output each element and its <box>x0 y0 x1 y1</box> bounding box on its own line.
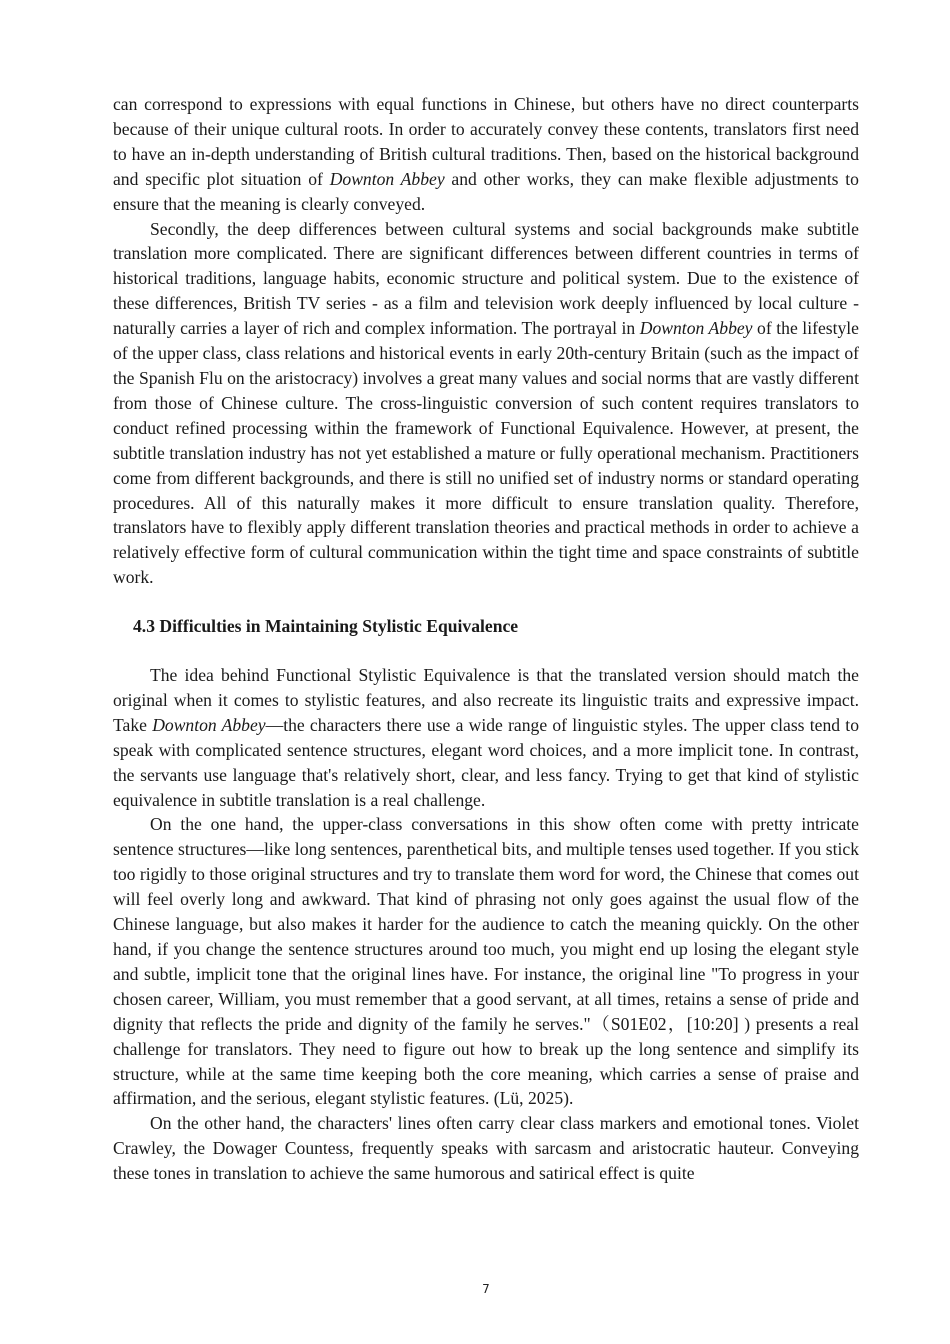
paragraph-sentence-structures: On the one hand, the upper-class conversations in this show often come with pretty intricate sentence structures—like long sentences, parenthetical bits, and multiple tenses used together. If you stick too rigidly to those original structures and try to translate them word for word, the Chinese that comes out will feel overly long and awkward. That kind of phrasing not only goes against the usual flow of the Chinese language, but also makes it harder for the audience to catch the meaning quickly. On the other hand, if you change the sentence structures around too much, you might end up losing the elegant style and subtle, implicit tone that the original lines have. For instance, the original line "To progress in your chosen career, William, you must remember that a good servant, at all times, retains a sense of pride and dignity that reflects the pride and dignity of the family he serves."（S01E02，[10:20] ) presents a real challenge for translators. They need to figure out how to break up the long sentence and simplify its structure, while at the same time keeping both the core meaning, which carries a sense of praise and affirmation, and the serious, elegant stylistic features. (Lü, 2025). <box>113 814 859 1109</box>
work-title: Downton Abbey <box>152 714 266 735</box>
paragraph-text: of the lifestyle of the upper class, class relations and historical events in early 20th-century Britain (such as the impact of the Spanish Flu on the aristocracy) involves a great many values and social norms that are vastly different from those of Chinese culture. The cross-linguistic conversion of such content requires translators to conduct refined processing within the framework of Functional Equivalence. However, at present, the subtitle translation industry has not yet established a mature or fully operational mechanism. Practitioners come from different backgrounds, and there is still no unified set of industry norms or standard operating procedures. All of this naturally makes it more difficult to ensure translation quality. Therefore, translators have to flexibly apply different translation theories and practical methods in order to achieve a relatively effective form of cultural communication within the tight time and space constraints of subtitle work. <box>113 318 859 588</box>
paragraph-text: The idea behind Functional Stylistic Equivalence is that the translated version should match the original when it comes to stylistic features, and also recreate its linguistic traits and expressive impact. Take <box>113 665 859 735</box>
page-number: 7 <box>482 1282 490 1296</box>
page-body <box>113 92 859 1186</box>
paragraph-text: Secondly, the deep differences between cultural systems and social backgrounds make subtitle translation more complicated. There are significant differences between different countries in terms of historical traditions, language habits, economic structure and political system. Due to the existence of these differences, British TV series - as a film and television work deeply influenced by local culture - naturally carries a layer of rich and complex information. The portrayal in <box>113 218 859 339</box>
work-title: Downton Abbey <box>329 168 445 189</box>
paragraph-stylistic-equivalence <box>113 663 859 812</box>
paragraph-text: can correspond to expressions with equal functions in Chinese, but others have no direct counterparts because of their unique cultural roots. In order to accurately convey these contents, translators first need to have an in-depth understanding of British cultural traditions. Then, based on the historical background and specific plot situation of <box>113 94 859 189</box>
paragraph-continuation <box>113 92 859 217</box>
section-heading: 4.3 Difficulties in Maintaining Stylistic Equivalence <box>133 616 519 637</box>
paragraph-cultural-differences <box>113 217 859 591</box>
paragraph-text: and other works, they can make flexible adjustments to ensure that the meaning is clearly conveyed. <box>113 168 859 214</box>
work-title: Downton Abbey <box>639 318 753 339</box>
paragraph-text: —the characters there use a wide range of linguistic styles. The upper class tend to speak with complicated sentence structures, elegant word choices, and a more implicit tone. In contrast, the servants use language that's relatively short, clear, and less fancy. Trying to get that kind of stylistic equivalence in subtitle translation is a real challenge. <box>113 714 859 810</box>
paragraph-class-markers: On the other hand, the characters' lines often carry clear class markers and emotional tones. Violet Crawley, the Dowager Countess, frequently speaks with sarcasm and aristocratic hauteur. Conveying these tones in translation to achieve the same humorous and satirical effect is quite <box>113 1113 859 1184</box>
